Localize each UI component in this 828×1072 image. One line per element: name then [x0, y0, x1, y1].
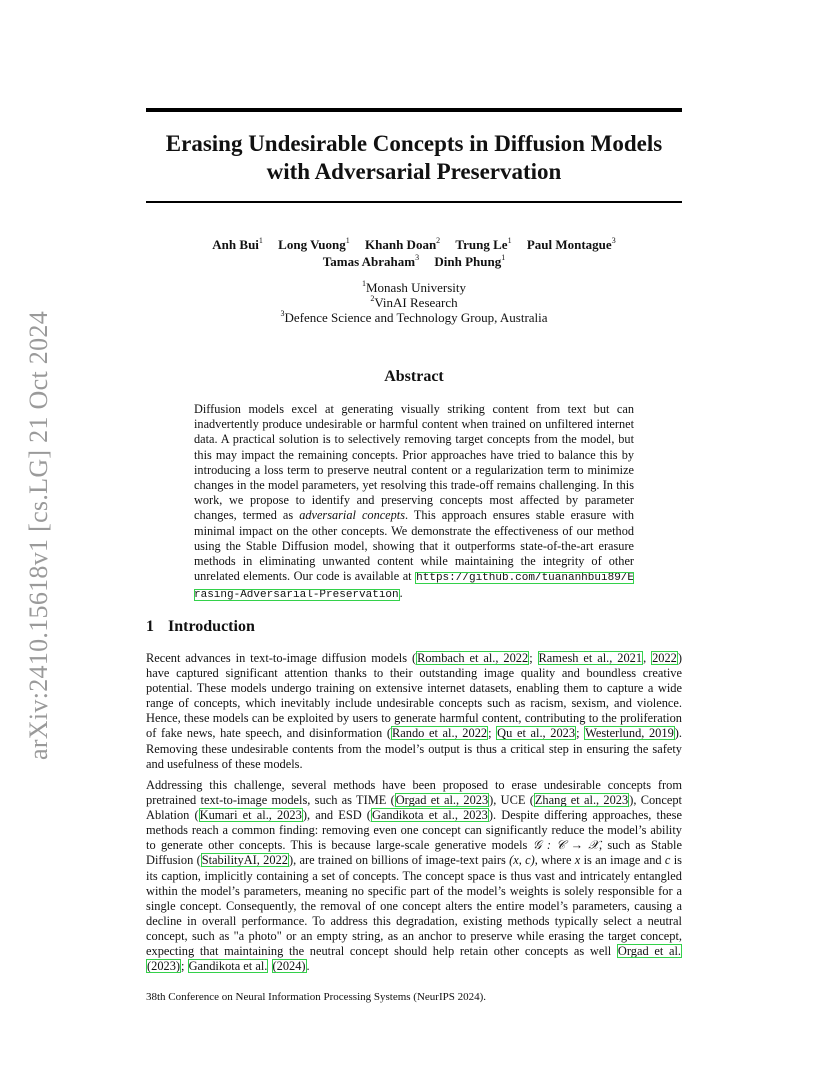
citation-link[interactable]: Rando et al., 2022 — [392, 726, 488, 741]
paragraph-text: ), UCE ( — [489, 793, 534, 808]
math-expression: x — [574, 853, 581, 868]
paragraph-text: ). Removing these undesirable contents from the model’s output is thus a critical step in ensuring the safety and usefulness of these models. — [146, 726, 682, 771]
citation-link[interactable]: Rombach et al., 2022 — [417, 651, 529, 665]
title-line-2: with Adversarial Preservation — [266, 159, 562, 184]
abstract-text-part: Diffusion models excel at generating visually striking content from text but can inadvertently produce undesirable or harmful content when trained on unfiltered internet data. A practical solution is to selectively removing target concepts from the model, but this may impact the remaining concepts. Prior approaches have tried to balance this by introducing a loss term to preserve neutral content or a regularization term to minimize changes in the model parameters, yet resolving this trade-off remains challenging. In this work, we propose to identify and preserving concepts most affected by parameter changes, termed as — [194, 402, 634, 523]
author-list — [146, 236, 682, 270]
citation-link[interactable]: StabilityAI, 2022 — [201, 853, 288, 868]
title-bottom-rule — [146, 201, 682, 203]
citation-link[interactable]: (2023) — [147, 959, 181, 974]
affiliation — [146, 280, 682, 295]
citation-link[interactable]: Qu et al., 2023 — [497, 726, 576, 741]
author-affiliation-mark: 1 — [507, 236, 512, 245]
author — [323, 254, 419, 269]
author-affiliation-mark: 3 — [415, 253, 420, 262]
code-repository-link[interactable]: https://github.com/tuananhbui89/Erasing-Adversarial-Preservation — [194, 572, 634, 602]
citation-link[interactable]: Gandikota et al. — [188, 959, 268, 974]
author-name: Anh Bui — [212, 237, 259, 252]
author-row-2 — [146, 253, 682, 270]
affiliation-number: 2 — [370, 294, 375, 303]
paper-title — [146, 130, 682, 186]
author-name: Khanh Doan — [365, 237, 437, 252]
affiliation — [146, 295, 682, 310]
author-name: Tamas Abraham — [322, 254, 416, 269]
affiliation-name: Monash University — [365, 280, 467, 295]
author — [212, 237, 263, 252]
abstract-heading: Abstract — [384, 368, 444, 385]
paragraph-text: ), and ESD ( — [302, 808, 371, 823]
paragraph-text: ), are trained on billions of image-text pairs — [288, 853, 510, 868]
intro-paragraph-2 — [146, 778, 682, 974]
author-name: Trung Le — [455, 237, 508, 252]
citation-link[interactable]: Gandikota et al., 2023 — [371, 808, 488, 823]
separator: , — [643, 651, 652, 665]
separator: ; — [181, 959, 188, 974]
affiliation — [146, 310, 682, 325]
author-row-1 — [146, 236, 682, 253]
affiliation-list — [146, 280, 682, 325]
citation-link[interactable]: Orgad et al. — [617, 944, 681, 959]
author-affiliation-mark: 1 — [258, 236, 263, 245]
citation-link[interactable]: Westerlund, 2019 — [585, 726, 674, 741]
paragraph-text: ). Despite differing approaches, these methods reach a common finding: removing even one concept can significantly reduce the model’s ability to generate other concepts. This is because large-scale generative models — [146, 808, 682, 853]
affiliation-name: VinAI Research — [374, 295, 458, 310]
citation-link[interactable]: (2024) — [272, 959, 306, 974]
author — [278, 237, 350, 252]
separator: ; — [576, 726, 585, 741]
paragraph-text: , where — [534, 853, 575, 868]
abstract-emphasis: adversarial concepts — [299, 508, 405, 523]
section-title: Introduction — [168, 618, 255, 635]
title-line-1: Erasing Undesirable Concepts in Diffusion Models — [165, 131, 663, 156]
author — [527, 237, 616, 252]
conference-footnote: 38th Conference on Neural Information Processing Systems (NeurIPS 2024). — [146, 991, 487, 1003]
paragraph-text: ) have captured significant attention thanks to their outstanding image quality and boundless creative potential. These models undergo training on extensive internet datasets, enabling them to capture a wide range of concepts, which inevitably include undesirable concepts such as racism, sexism, and violence. Hence, these models can be exploited by users to generate harmful content, contributing to the proliferation of fake news, hate speech, and disinformation ( — [146, 651, 682, 741]
abstract-text — [194, 402, 634, 604]
author-name: Long Vuong — [278, 237, 346, 252]
author-affiliation-mark: 3 — [611, 236, 616, 245]
author-affiliation-mark: 1 — [501, 253, 506, 262]
paragraph-text: . — [306, 959, 310, 974]
abstract-text-part: . — [399, 586, 403, 601]
paragraph-text: is an image and — [580, 853, 665, 868]
author-name: Paul Montague — [526, 237, 612, 252]
intro-paragraph-1 — [146, 651, 682, 772]
paragraph-text: Recent advances in text-to-image diffusion models ( — [146, 651, 417, 665]
author-affiliation-mark: 2 — [436, 236, 441, 245]
author-name: Dinh Phung — [434, 254, 502, 269]
citation-link[interactable]: Zhang et al., 2023 — [534, 793, 629, 808]
section-number: 1 — [146, 618, 154, 635]
affiliation-name: Defence Science and Technology Group, Australia — [284, 310, 548, 325]
paragraph-text: is its caption, implicitly containing a set of concepts. The concept space is thus vast and intricately entangled within the model’s parameters, meaning no specific part of the model’s weights is solely responsible for a single concept. Consequently, the removal of one concept alters the entire model’s parameters, causing a decline in overall performance. To address this degradation, existing methods typically select a neutral concept, such as "a photo" or an empty string, as an anchor to preserve while erasing the target concept, expecting that maintaining the neutral concept should help retain other concepts as well — [146, 853, 682, 959]
affiliation-number: 3 — [280, 309, 285, 318]
author — [434, 254, 505, 269]
paragraph-text: , such as Stable Diffusion ( — [146, 838, 682, 868]
author — [455, 237, 511, 252]
paragraph-text: ), Concept Ablation ( — [146, 793, 682, 823]
top-rule — [146, 108, 682, 112]
citation-link[interactable]: Kumari et al., 2023 — [199, 808, 302, 823]
citation-link[interactable]: Ramesh et al., 2021 — [538, 651, 643, 665]
affiliation-number: 1 — [361, 279, 366, 288]
abstract-text-part: . This approach ensures stable erasure with minimal impact on the other concepts. We demonstrate the effectiveness of our method using the Stable Diffusion model, showing that it outperforms state-of-the-art erasure methods in eliminating unwanted content while maintaining the integrity of other unrelated elements. Our code is available at — [194, 508, 634, 584]
paragraph-text: Addressing this challenge, several methods have been proposed to erase undesirable concepts from pretrained text-to-image models, such as TIME ( — [146, 778, 682, 808]
citation-link[interactable]: Orgad et al., 2023 — [395, 793, 489, 808]
section-heading-introduction — [146, 618, 255, 636]
math-expression: 𝒢 : 𝒞 → 𝒳 — [532, 838, 599, 853]
author — [365, 237, 440, 252]
math-expression: (x, c) — [509, 853, 535, 868]
separator: ; — [488, 726, 497, 741]
author-affiliation-mark: 1 — [345, 236, 350, 245]
arxiv-stamp: arXiv:2410.15618v1 [cs.LG] 21 Oct 2024 — [24, 311, 53, 760]
citation-link[interactable]: 2022 — [652, 651, 677, 665]
math-expression: c — [664, 853, 671, 868]
separator: ; — [529, 651, 538, 665]
